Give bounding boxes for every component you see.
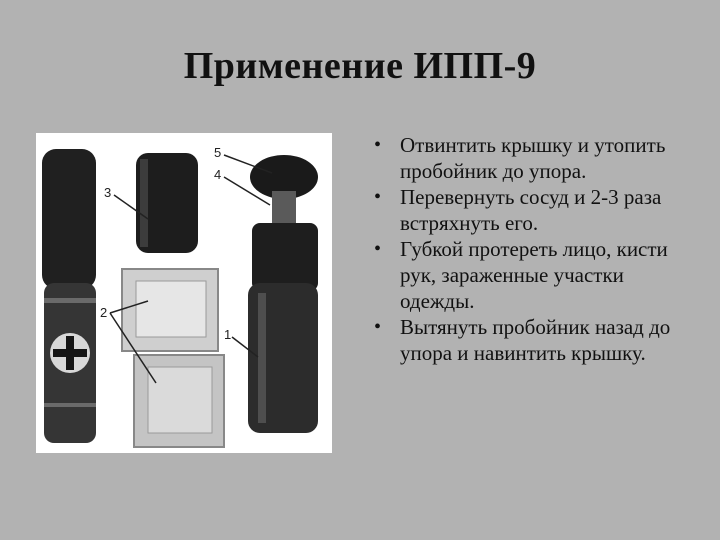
label-3: 3	[104, 185, 112, 200]
slide-title: Применение ИПП-9	[183, 45, 537, 87]
list-item: • Вытянуть пробойник назад до упора и навинтить крышку.	[374, 315, 671, 365]
right-vessel-neck	[252, 223, 318, 291]
instruction-list	[368, 132, 698, 366]
bullet-icon: •	[374, 134, 382, 156]
ipp9-drawing	[36, 133, 332, 453]
list-item: • Отвинтить крышку и утопить пробойник до упора.	[374, 133, 666, 183]
label-4: 4	[214, 167, 222, 182]
label-5: 5	[214, 145, 222, 160]
piercer	[272, 191, 296, 227]
cross-icon-horizontal	[53, 349, 87, 357]
label-1: 1	[224, 327, 232, 342]
left-vessel-top	[42, 149, 96, 289]
label-2: 2	[100, 305, 108, 320]
ipp9-illustration	[36, 133, 332, 453]
bullet-icon: •	[374, 316, 382, 338]
list-item: • Губкой протереть лицо, кисти рук, зараженные участки одежды.	[374, 237, 668, 313]
bullet-icon: •	[374, 238, 382, 260]
list-item: • Перевернуть сосуд и 2-3 раза встряхнуть его.	[374, 185, 662, 235]
bullet-icon: •	[374, 186, 382, 208]
